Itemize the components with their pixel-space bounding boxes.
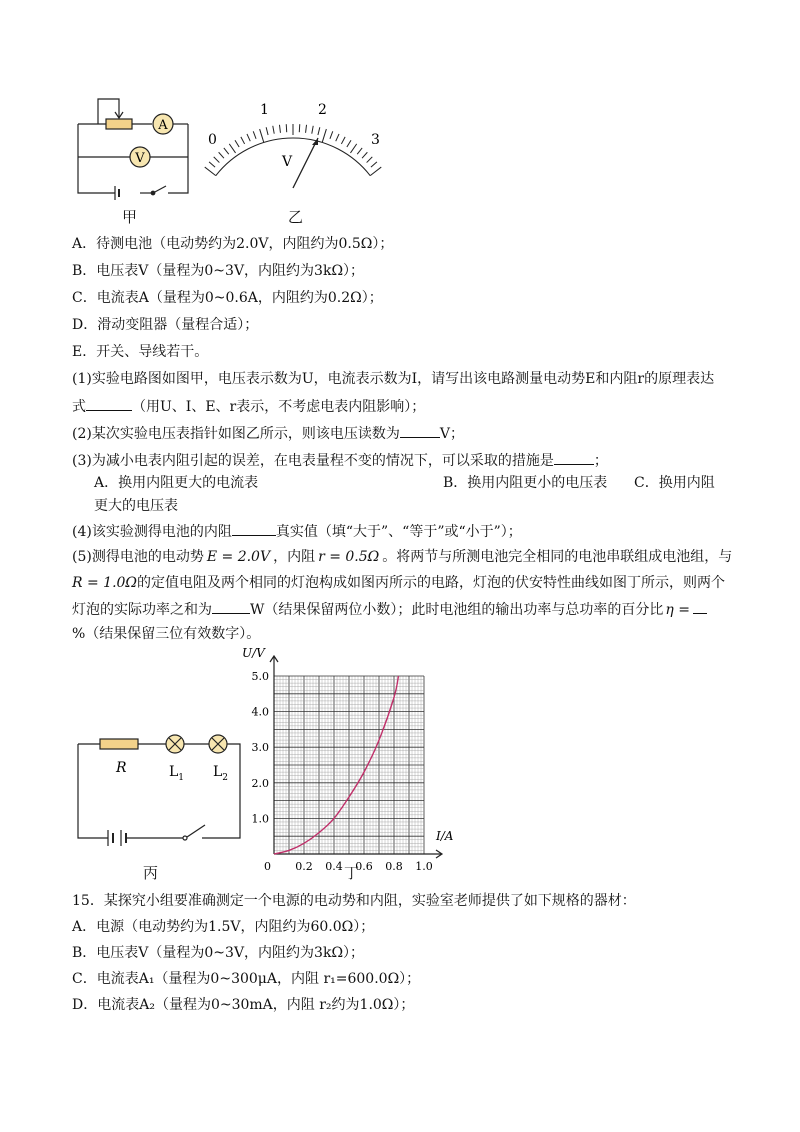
option-c: C．电流表A（量程为0~0.6A，内阻约为0.2Ω）；: [72, 290, 383, 306]
dial-tick: [306, 125, 307, 133]
dial-unit: V: [282, 154, 293, 170]
voltmeter-label: V: [135, 151, 145, 166]
option-e: E．开关、导线若干。: [72, 344, 209, 360]
question-1-line-1: (1)实验电路图如图甲，电压表示数为U，电流表示数为I，请写出该电路测量电动势E和内阻r的原理表达: [72, 371, 715, 387]
dial-tick: [357, 148, 362, 154]
option-d: D．滑动变阻器（量程合适）；: [72, 317, 259, 333]
dial-tick: [219, 152, 224, 158]
figure-caption-bing: 丙: [143, 864, 159, 882]
question-15-option-d: D．电流表A₂（量程为0~30mA，内阻 r₂约为1.0Ω）；: [72, 997, 415, 1013]
figure-caption-jia: 甲: [122, 208, 138, 226]
x-tick-label: 0.4: [325, 860, 343, 873]
question-3-option-c-cont: 更大的电压表: [94, 498, 178, 514]
dial-label-1: 1: [260, 102, 269, 118]
dial-label-2: 2: [318, 102, 327, 118]
question-3-option-a: A．换用内阻更大的电流表: [94, 475, 259, 491]
resistor-label: R: [116, 760, 127, 776]
dial-tick: [241, 137, 245, 144]
dial-tick: [350, 144, 356, 153]
y-axis: [270, 656, 278, 854]
x-tick-label: 0.8: [385, 860, 403, 873]
dial-tick: [370, 167, 381, 176]
dial-tick: [229, 144, 235, 153]
x-tick-label: 0.6: [355, 860, 373, 873]
y-tick-label: 4.0: [251, 705, 269, 719]
question-3-option-b: B．换用内阻更小的电压表: [443, 475, 608, 491]
dial-label-0: 0: [208, 132, 217, 148]
dial-pointer: [293, 138, 318, 188]
y-tick-label: 1.0: [251, 812, 269, 826]
question-1-line-2: 式 （用U、I、E、r表示，不考虑电表内阻影响）；: [72, 396, 425, 417]
option-a: A．待测电池（电动势约为2.0V，内阻约为0.5Ω）；: [72, 236, 394, 252]
dial-tick: [247, 134, 250, 141]
dial-tick: [336, 134, 339, 141]
x-tick-label: 1.0: [415, 860, 433, 873]
question-3: (3)为减小电表内阻引起的误差，在电表量程不变的情况下，可以采取的措施是 ；: [72, 450, 608, 471]
x-tick-label: 0: [264, 860, 271, 873]
dial-tick: [253, 131, 256, 138]
dial-tick: [362, 152, 367, 158]
dial-tick: [205, 167, 216, 176]
dial-tick: [367, 157, 373, 163]
dial-tick: [347, 140, 351, 147]
figure-caption-yi: 乙: [288, 208, 304, 226]
dial-tick: [322, 129, 326, 142]
x-tick-label: 0.2: [295, 860, 313, 873]
question-15-stem: 15．某探究小组要准确测定一个电源的电动势和内阻，实验室老师提供了如下规格的器材：: [72, 893, 636, 909]
dial-tick: [279, 125, 280, 133]
ammeter-label: A: [158, 118, 168, 133]
dial-tick: [318, 127, 320, 135]
dial-label-3: 3: [371, 132, 380, 148]
question-2: (2)某次实验电压表指针如图乙所示，则该电压读数为 V；: [72, 423, 464, 444]
voltmeter-dial-figure-yi: [198, 96, 388, 196]
chart-x-axis-label: I/A: [436, 829, 454, 843]
circuit-figure-bing: [70, 728, 250, 858]
question-5-line-3: 灯泡的实际功率之和为 W（结果保留两位小数）；此时电池组的输出功率与总功率的百分比 η =: [72, 599, 707, 620]
answer-blank-1[interactable]: [86, 396, 132, 411]
dial-tick: [273, 126, 274, 134]
lamp-2-label: $L_2$: [213, 764, 229, 783]
option-b: B．电压表V（量程为0~3V，内阻约为3kΩ）；: [72, 263, 365, 279]
dial-tick: [312, 126, 313, 134]
chart-y-axis-label: U/V: [242, 646, 265, 660]
dial-tick: [266, 127, 268, 135]
question-3-option-c: C．换用内阻: [634, 475, 715, 491]
dial-tick: [260, 129, 264, 142]
question-15-option-c: C．电流表A₁（量程为0~300μA，内阻 r₁=600.0Ω）；: [72, 971, 421, 987]
y-tick-label: 3.0: [251, 741, 269, 755]
answer-blank-4[interactable]: [232, 521, 276, 536]
dial-tick: [330, 131, 333, 138]
question-15-option-b: B．电压表V（量程为0~3V，内阻约为3kΩ）；: [72, 945, 365, 961]
question-4: (4)该实验测得电池的内阻 真实值（填“大于”、“等于”或“小于”）；: [72, 521, 522, 542]
y-tick-label: 5.0: [251, 670, 269, 683]
dial-tick: [214, 157, 220, 163]
dial-tick: [235, 140, 239, 147]
figure-caption-ding: 丁: [344, 864, 360, 882]
answer-blank-2[interactable]: [400, 423, 440, 438]
answer-blank-5b[interactable]: [693, 599, 707, 614]
y-tick-label: 2.0: [251, 776, 269, 790]
dial-tick: [341, 137, 345, 144]
question-5-line-1: (5)测得电池的电动势 E = 2.0V ，内阻 r = 0.5Ω 。将两节与所测电池完全相同的电池串联组成电池组，与: [72, 549, 733, 565]
answer-blank-3[interactable]: [554, 450, 594, 465]
lamp-1-label: $L_1$: [169, 764, 185, 783]
iv-curve-chart: [240, 644, 460, 874]
circuit-figure-jia: [70, 90, 200, 205]
dial-tick: [371, 162, 377, 167]
question-15-option-a: A．电源（电动势约为1.5V，内阻约为60.0Ω）；: [72, 919, 375, 935]
question-5-line-4: %（结果保留三位有效数字）。: [72, 626, 261, 642]
answer-blank-5a[interactable]: [212, 599, 250, 614]
question-5-line-2: R = 1.0Ω的定值电阻及两个相同的灯泡构成如图丙所示的电路，灯泡的伏安特性曲线如图丁所示，则两个: [72, 575, 726, 591]
dial-tick: [209, 162, 215, 167]
dial-tick: [224, 148, 229, 154]
